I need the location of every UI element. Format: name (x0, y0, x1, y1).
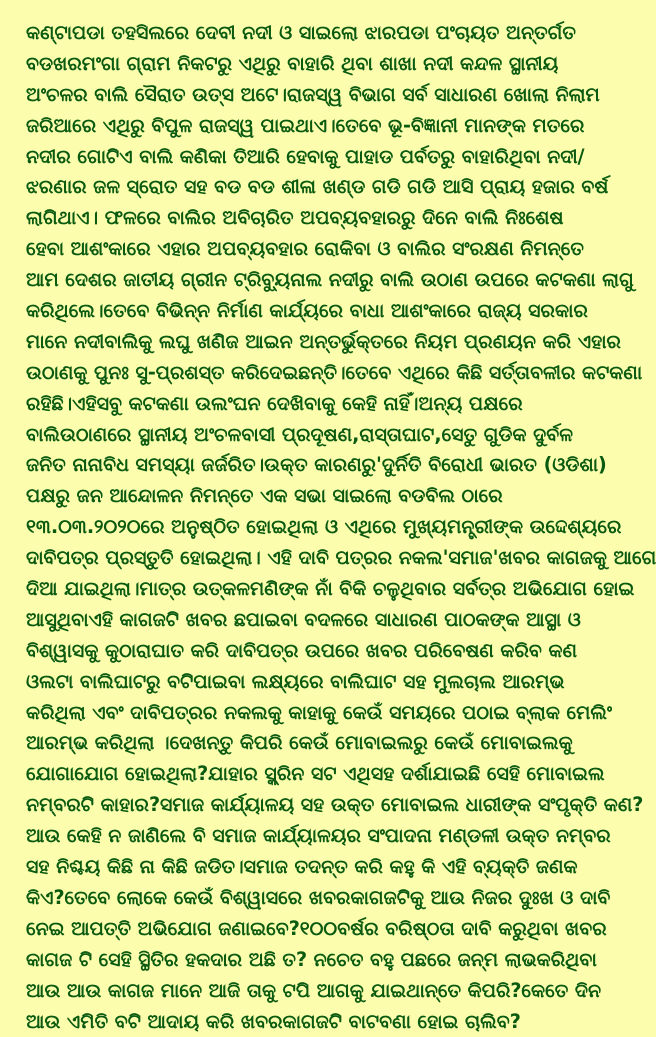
article-line: ବଡଖରମଂଗା ଗ୍ରାମ ନିକଟରୁ ଏଥିରୁ ବାହାରି ଥିବା ଶାଖା ନଦୀ କନ୍ଦଳ ସ୍ଥାନୀୟ (26, 49, 590, 80)
article-line: ଆମ ଦେଶର ଜାତୀୟ ଗ୍ରୀନ ଟ୍ରିବ୍ୟୁନାଲ ନଦୀରୁ ବାଲି ଉଠାଣ ଉପରେ କଟକଣା ଲାଗୁ (26, 265, 590, 296)
article-line: କଣ୍ଟାପଡା ତହସିଲରେ ଦେବୀ ନଦୀ ଓ ସାଇଲୋ ଝାରପଡା ପଂଚାୟତ ଅନ୍ତର୍ଗତ (26, 18, 590, 49)
article-line: ବାଲିଉଠାଣରେ ସ୍ଥାନୀୟ ଅଂଚଳବାସୀ ପ୍ରଦୂଷଣ,ରାସ୍ତାଘାଟ,ସେତୁ ଗୁଡିକ ଦୁର୍ବଳ (26, 420, 590, 451)
article-line: ନେଇ ଆପତ୍ତି ଅଭିଯୋଗ ଜଣାଇବେ?୧୦୦ବର୍ଷର ବରିଷ୍ଠତା ଦାବି କରୁଥିବା ଖବର (26, 914, 590, 945)
article-line: ମାନେ ନଦୀବାଲିକୁ ଲଘୁ ଖଣିଜ ଆଇନ ଅନ୍ତର୍ଭୁକ୍ତରେ ନିୟମ ପ୍ରଣୟନ କରି ଏହାର (26, 327, 590, 358)
article-line: ଜନିତ ନାନାବିଧ ସମସ୍ୟା ଜର୍ଜରିତ।ଉକ୍ତ କାରଣରୁ'ଦୁର୍ନିତି ବିରୋଧୀ ଭାରତ (ଓଡିଶା) (26, 450, 590, 481)
article-line: ଓଲଟା ବାଲିଘାଟରୁ ବଟିପାଇବା ଲକ୍ଷ୍ୟରେ ବାଲିଘାଟ ସହ ମୁଲଚାଲ ଆରମ୍ଭ (26, 667, 590, 698)
article-line: ହେବା ଆଶଂକାରେ ଏହାର ଅପବ୍ୟବହାର ରୋକିବା ଓ ବାଲିର ସଂରକ୍ଷଣ ନିମନ୍ତେ (26, 234, 590, 265)
article-line: ଆସୁଥିବାଏହି କାଗଜଟି ଖବର ଛପାଇବା ବଦଳରେ ସାଧାରଣ ପାଠକଙ୍କ ଆସ୍ଥା ଓ (26, 605, 590, 636)
article-line: ଆଉ ଏମିତି ବଟି ଆଦାୟ କରି ଖବରକାଗଜଟି ବାଟବଣା ହୋଇ ଚାଲିବ? (26, 1007, 590, 1037)
article-line: କରିଥିଲା ଏବଂ ଦାବିପତ୍ରର ନକଲକୁ କାହାକୁ କେଉଁ ସମୟରେ ପଠାଇ ବ୍ଲାକ ମେଲିଂ (26, 698, 590, 729)
article-line: ସହ ନିଶ୍ଚୟ କିଛି ନା କିଛି ଜଡିତ।ସମାଜ ତଦନ୍ତ କରି କହୁ କି ଏହି ବ୍ୟକ୍ତି ଜଣକ (26, 852, 590, 883)
article-line: ଆରମ୍ଭ କରିଥିଲା ।ଦେଖନ୍ତୁ କିପରି କେଉଁ ମୋବାଇଲରୁ କେଉଁ ମୋବାଇଲକୁ (26, 728, 590, 759)
article-line: କରିଥିଲେ।ତେବେ ବିଭିନ୍ନ ନିର୍ମାଣ କାର୍ଯ୍ୟରେ ବାଧା ଆଶଂକାରେ ରାଜ୍ୟ ସରକାର (26, 296, 590, 327)
article-line: ୧୩.୦୩.୨୦୨୦ରେ ଅନୁଷ୍ଠିତ ହୋଇଥିଲା ଓ ଏଥିରେ ମୁଖ୍ୟମନ୍ତ୍ରୀଙ୍କ ଉଦ୍ଦେଶ୍ୟରେ (26, 512, 590, 543)
article-line: ପକ୍ଷରୁ ଜନ ଆନ୍ଦୋଳନ ନିମନ୍ତେ ଏକ ସଭା ସାଇଲୋ ବଡବିଲ ଠାରେ (26, 481, 590, 512)
article-line: ବିଶ୍ୱାସକୁ କୁଠାରାଘାତ କରି ଦାବିପତ୍ର ଉପରେ ଖବର ପରିବେଷଣ କରିବ କଣ (26, 636, 590, 667)
article-line: ଯୋଗାଯୋଗ ହୋଇଥିଲା?ଯାହାର ସ୍କ୍ରିନ ସଟ ଏଥିସହ ଦର୍ଶାଯାଇଛି ସେହି ମୋବାଇଲ (26, 759, 590, 790)
article-line: ଦାବିପତ୍ର ପ୍ରସ୍ତୁତି ହୋଇଥିଲା। ଏହି ଦାବି ପତ୍ରର ନକଲ'ସମାଜ'ଖବର କାଗଜକୁ ଆଗେ (26, 543, 590, 574)
article-body (26, 18, 590, 1037)
article-line: ଜରିଆରେ ଏଥିରୁ ବିପୁଳ ରାଜସ୍ୱ ପାଇଥାଏ।ତେବେ ଭୂ-ବିଜ୍ଞାନୀ ମାନଙ୍କ ମତରେ (26, 111, 590, 142)
article-line: ନଦୀର ଗୋଟିଏ ବାଲି କଣିକା ତିଆରି ହେବାକୁ ପାହାଡ ପର୍ବତରୁ ବାହାରିଥିବା ନଦୀ/ (26, 142, 590, 173)
article-line: ଆଉ ଆଉ କାଗଜ ମାନେ ଆଜି ତାକୁ ଟପି ଆଗକୁ ଯାଇଥାନ୍ତେ କିପରି?କେତେ ଦିନ (26, 976, 590, 1007)
article-line: କିଏ?ତେବେ ଲୋକେ କେଉଁ ବିଶ୍ୱାସରେ ଖବରକାଗଜଟିକୁ ଆଉ ନିଜର ଦୁଃଖ ଓ ଦାବି (26, 883, 590, 914)
article-line: ଲାଗିଥାଏ। ଫଳରେ ବାଲିର ଅବିଚାରିତ ଅପବ୍ୟବହାରରୁ ଦିନେ ବାଲି ନିଃଶେଷ (26, 203, 590, 234)
article-line: ଦିଆ ଯାଇଥିଲା।ମାତ୍ର ଉତ୍କଳମଣିଙ୍କ ନାଁ ବିକି ଚଳୁଥିବାର ସର୍ବତ୍ର ଅଭିଯୋଗ ହୋଇ (26, 574, 590, 605)
article-line: କାଗଜ ଟି ସେହି ସ୍ଥିତିର ହକଦାର ଅଛି ତ? ନଚେତ ବହୁ ପଛରେ ଜନ୍ମ ଲାଭକରିଥିବା (26, 945, 590, 976)
article-line: ଝରଣାର ଜଳ ସ୍ରୋତ ସହ ବଡ ବଡ ଶୀଳା ଖଣ୍ଡ ଗଡି ଗଡି ଆସି ପ୍ରାୟ ହଜାର ବର୍ଷ (26, 172, 590, 203)
article-line: ଆଉ କେହି ନ ଜାଣିଲେ ବି ସମାଜ କାର୍ଯ୍ୟାଳୟର ସଂପାଦନା ମଣ୍ଡଳୀ ଉକ୍ତ ନମ୍ବର (26, 821, 590, 852)
article-line: ଅଂଚଳର ବାଲି ସୈରାତ ଉତ୍ସ ଅଟେ।ରାଜସ୍ୱ ବିଭାଗ ସର୍ବ ସାଧାରଣ ଖୋଲା ନିଲାମ (26, 80, 590, 111)
article-line: ନମ୍ବରଟି କାହାର?ସମାଜ କାର୍ଯ୍ୟାଳୟ ସହ ଉକ୍ତ ମୋବାଇଲ ଧାରୀଙ୍କ ସଂପୃକ୍ତି କଣ? (26, 790, 590, 821)
article-line: ଉଠାଣକୁ ପୁନଃ ସୁ-ପ୍ରଶସ୍ତ କରିଦେଇଛନ୍ତି।ତେବେ ଏଥିରେ କିଛି ସର୍ତ୍ତାବଳୀର କଟକଣା (26, 358, 590, 389)
article-line: ରହିଛି।ଏହିସବୁ କଟକଣା ଉଲଂଘନ ଦେଖିବାକୁ କେହି ନାହିଁ।ଅନ୍ୟ ପକ୍ଷରେ (26, 389, 590, 420)
